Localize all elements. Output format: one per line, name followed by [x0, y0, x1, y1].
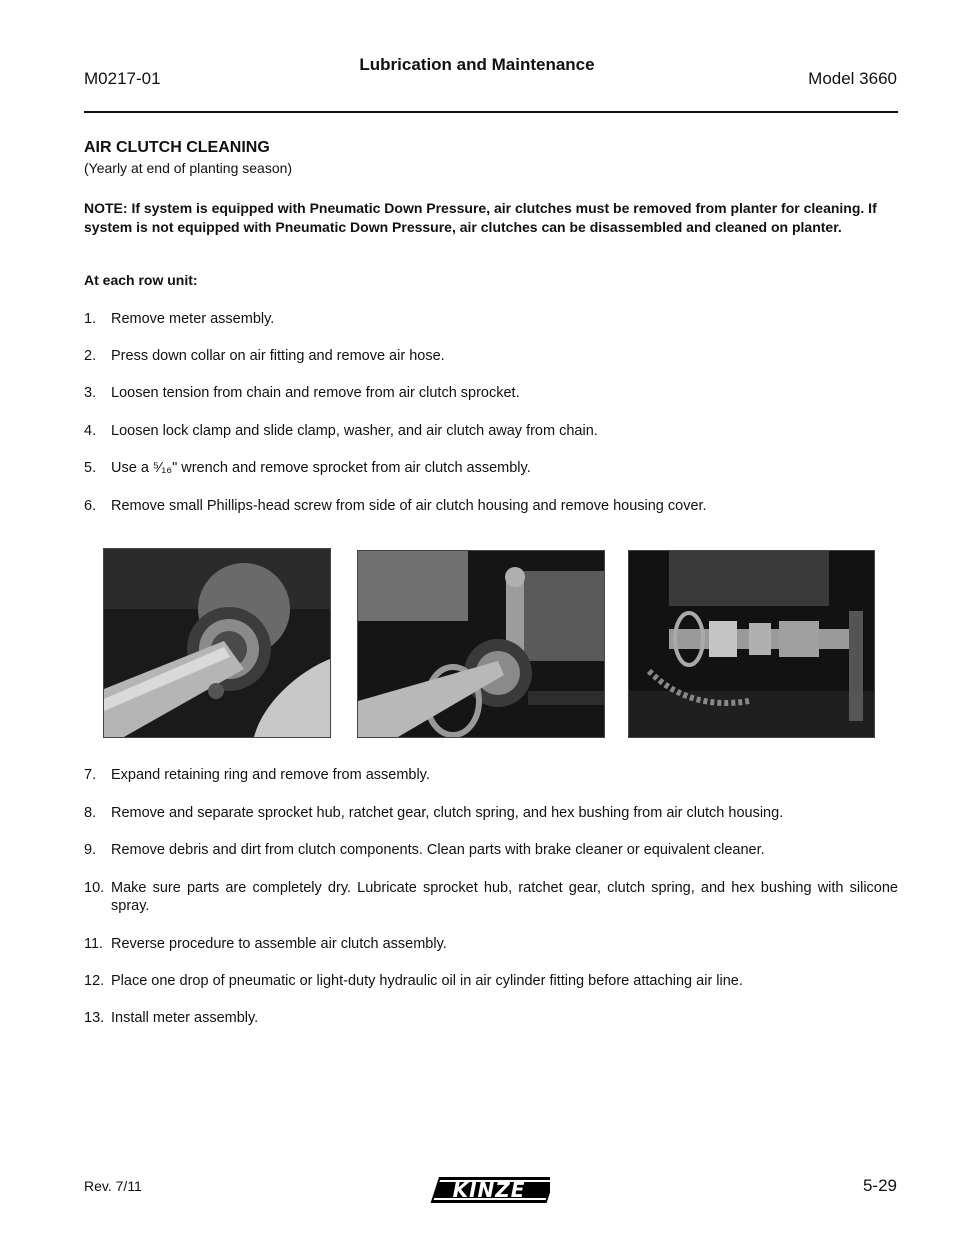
step-item: [84, 384, 898, 402]
kinze-logo: [428, 1174, 550, 1206]
step-text: Place one drop of pneumatic or light-duty hydraulic oil in air cylinder fitting before attaching air line.: [111, 973, 743, 989]
step-text: Remove small Phillips-head screw from side of air clutch housing and remove housing cover.: [111, 498, 707, 514]
step-text: Remove and separate sprocket hub, ratchet gear, clutch spring, and hex bushing from air clutch housing.: [111, 805, 784, 821]
section-subtitle: (Yearly at end of planting season): [84, 160, 293, 176]
air-clutch-photo-1: [103, 548, 331, 738]
step-number: 5.: [84, 460, 97, 476]
step-text: Remove debris and dirt from clutch components. Clean parts with brake cleaner or equivalent cleaner.: [111, 842, 765, 858]
step-number: 10.: [84, 880, 105, 896]
air-clutch-photo-3: [628, 550, 875, 738]
step-number: 1.: [84, 311, 97, 327]
step-number: 2.: [84, 348, 97, 364]
logo-text: KINZE: [452, 1178, 526, 1202]
step-number: 7.: [84, 767, 97, 783]
section-title: AIR CLUTCH CLEANING: [84, 139, 270, 156]
step-number: 8.: [84, 805, 97, 821]
step-item: [84, 972, 898, 990]
step-item: [84, 422, 898, 440]
step-item: [84, 1009, 898, 1027]
step-number: 4.: [84, 423, 97, 439]
step-text: Reverse procedure to assemble air clutch assembly.: [111, 936, 447, 952]
step-text: Loosen lock clamp and slide clamp, washer, and air clutch away from chain.: [111, 423, 598, 439]
step-number: 13.: [84, 1010, 105, 1026]
step-number: 6.: [84, 498, 97, 514]
step-number: 3.: [84, 385, 97, 401]
step-text: Loosen tension from chain and remove from air clutch sprocket.: [111, 385, 520, 401]
step-text: Use a ⁵⁄₁₆" wrench and remove sprocket from air clutch assembly.: [111, 460, 531, 476]
step-text: Install meter assembly.: [111, 1010, 259, 1026]
step-text: Make sure parts are completely dry. Lubricate sprocket hub, ratchet gear, clutch spring, and hex bushing with silicone spray.: [111, 880, 898, 914]
step-item: [84, 459, 898, 477]
step-item: [84, 935, 898, 953]
section-header: Lubrication and Maintenance: [359, 55, 595, 74]
air-clutch-photo-2: [357, 550, 605, 738]
step-number: 9.: [84, 842, 97, 858]
step-item: [84, 804, 898, 822]
step-text: Expand retaining ring and remove from assembly.: [111, 767, 430, 783]
model-number: Model 3660: [808, 69, 897, 88]
step-item: [84, 497, 898, 515]
step-item: [84, 879, 898, 915]
note-paragraph: NOTE: If system is equipped with Pneumatic Down Pressure, air clutches must be removed from planter for cleaning. If system is not equipped with Pneumatic Down Pressure, air clutches can be disassembled and cleaned on planter.: [84, 200, 877, 235]
step-item: [84, 347, 898, 365]
revision-label: Rev. 7/11: [84, 1178, 142, 1194]
step-item: [84, 841, 898, 859]
document-number: M0217-01: [84, 69, 161, 88]
step-item: [84, 766, 898, 784]
step-number: 12.: [84, 973, 105, 989]
step-number: 11.: [84, 936, 104, 952]
page-number: 5-29: [862, 1176, 897, 1195]
subheading: At each row unit:: [84, 272, 198, 288]
step-item: [84, 310, 898, 328]
step-text: Remove meter assembly.: [111, 311, 275, 327]
step-text: Press down collar on air fitting and remove air hose.: [111, 348, 445, 364]
header-rule: [84, 111, 898, 113]
